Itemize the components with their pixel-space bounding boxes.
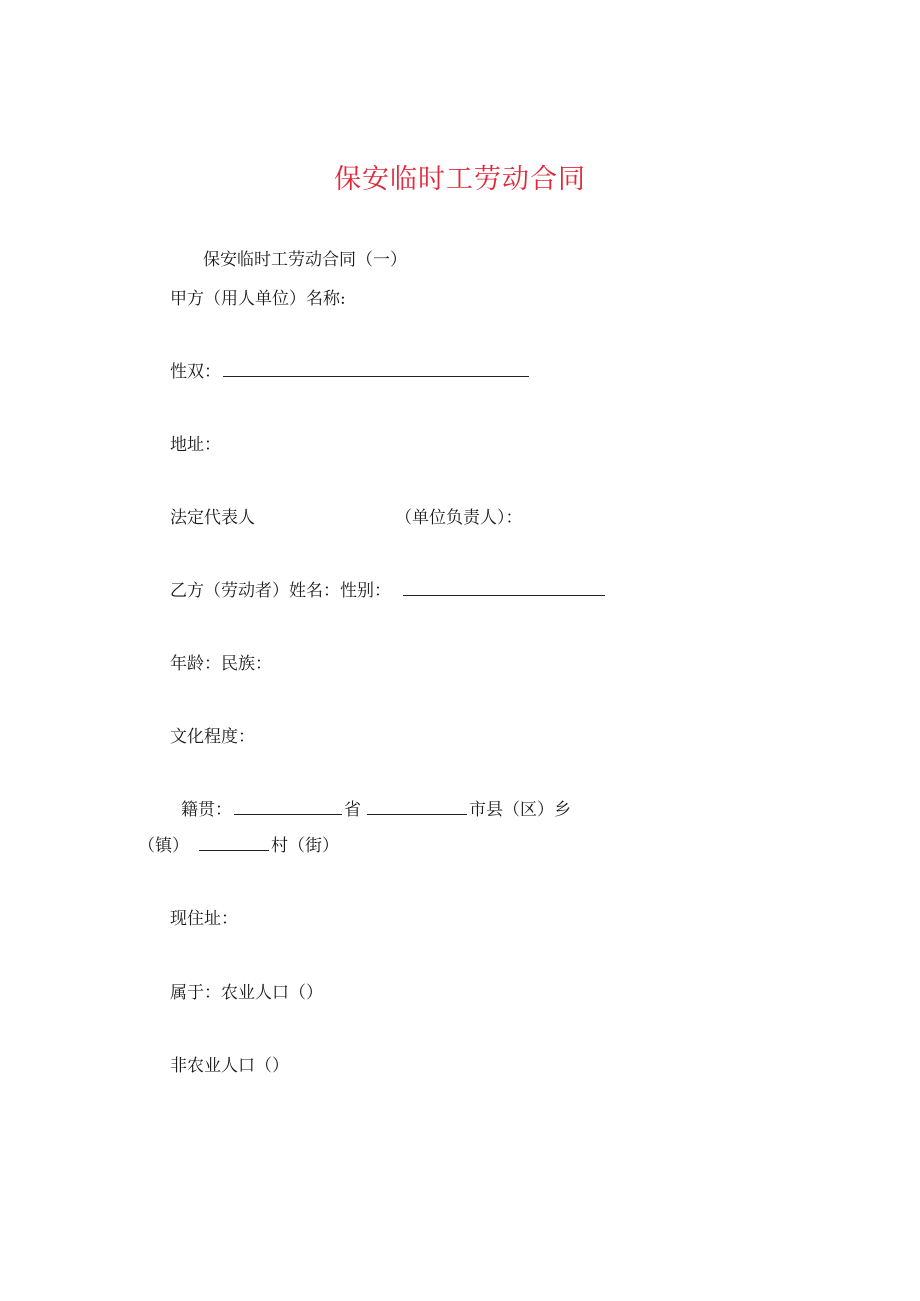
education-label: 文化程度： <box>170 727 255 747</box>
party-a-nature-row <box>170 360 531 384</box>
village-label: 村（街） <box>271 836 339 856</box>
contract-subtitle: 保安临时工劳动合同（一） <box>203 250 407 270</box>
party-a-name-label: 甲方（用人单位）名称: <box>170 289 346 309</box>
current-address-label: 现住址： <box>170 909 238 929</box>
native-place-row <box>181 798 571 822</box>
province-label: 省 <box>344 800 361 820</box>
legal-rep-label: 法定代表人 <box>170 508 255 528</box>
city-label: 市县（区）乡 <box>469 800 571 820</box>
province-blank[interactable] <box>234 798 342 815</box>
age-ethnicity-label: 年龄：民族： <box>170 654 272 674</box>
party-b-row <box>170 579 607 603</box>
party-b-label: 乙方（劳动者）姓名：性别： <box>170 581 391 601</box>
page-title: 保安临时工劳动合同 <box>334 164 586 195</box>
non-agricultural-population-label: 非农业人口（） <box>170 1056 289 1076</box>
agricultural-population-label: 属于：农业人口（） <box>170 983 323 1003</box>
address-label: 地址： <box>170 435 221 455</box>
unit-head-label: （单位负责人）： <box>395 508 523 528</box>
town-row <box>138 834 339 858</box>
native-place-label: 籍贯： <box>181 800 232 820</box>
party-a-nature-blank[interactable] <box>223 360 529 377</box>
party-b-gender-blank[interactable] <box>403 579 605 596</box>
party-a-nature-label: 性双： <box>170 362 221 382</box>
village-blank[interactable] <box>199 834 269 851</box>
city-blank[interactable] <box>367 798 467 815</box>
town-label: （镇） <box>138 836 189 856</box>
